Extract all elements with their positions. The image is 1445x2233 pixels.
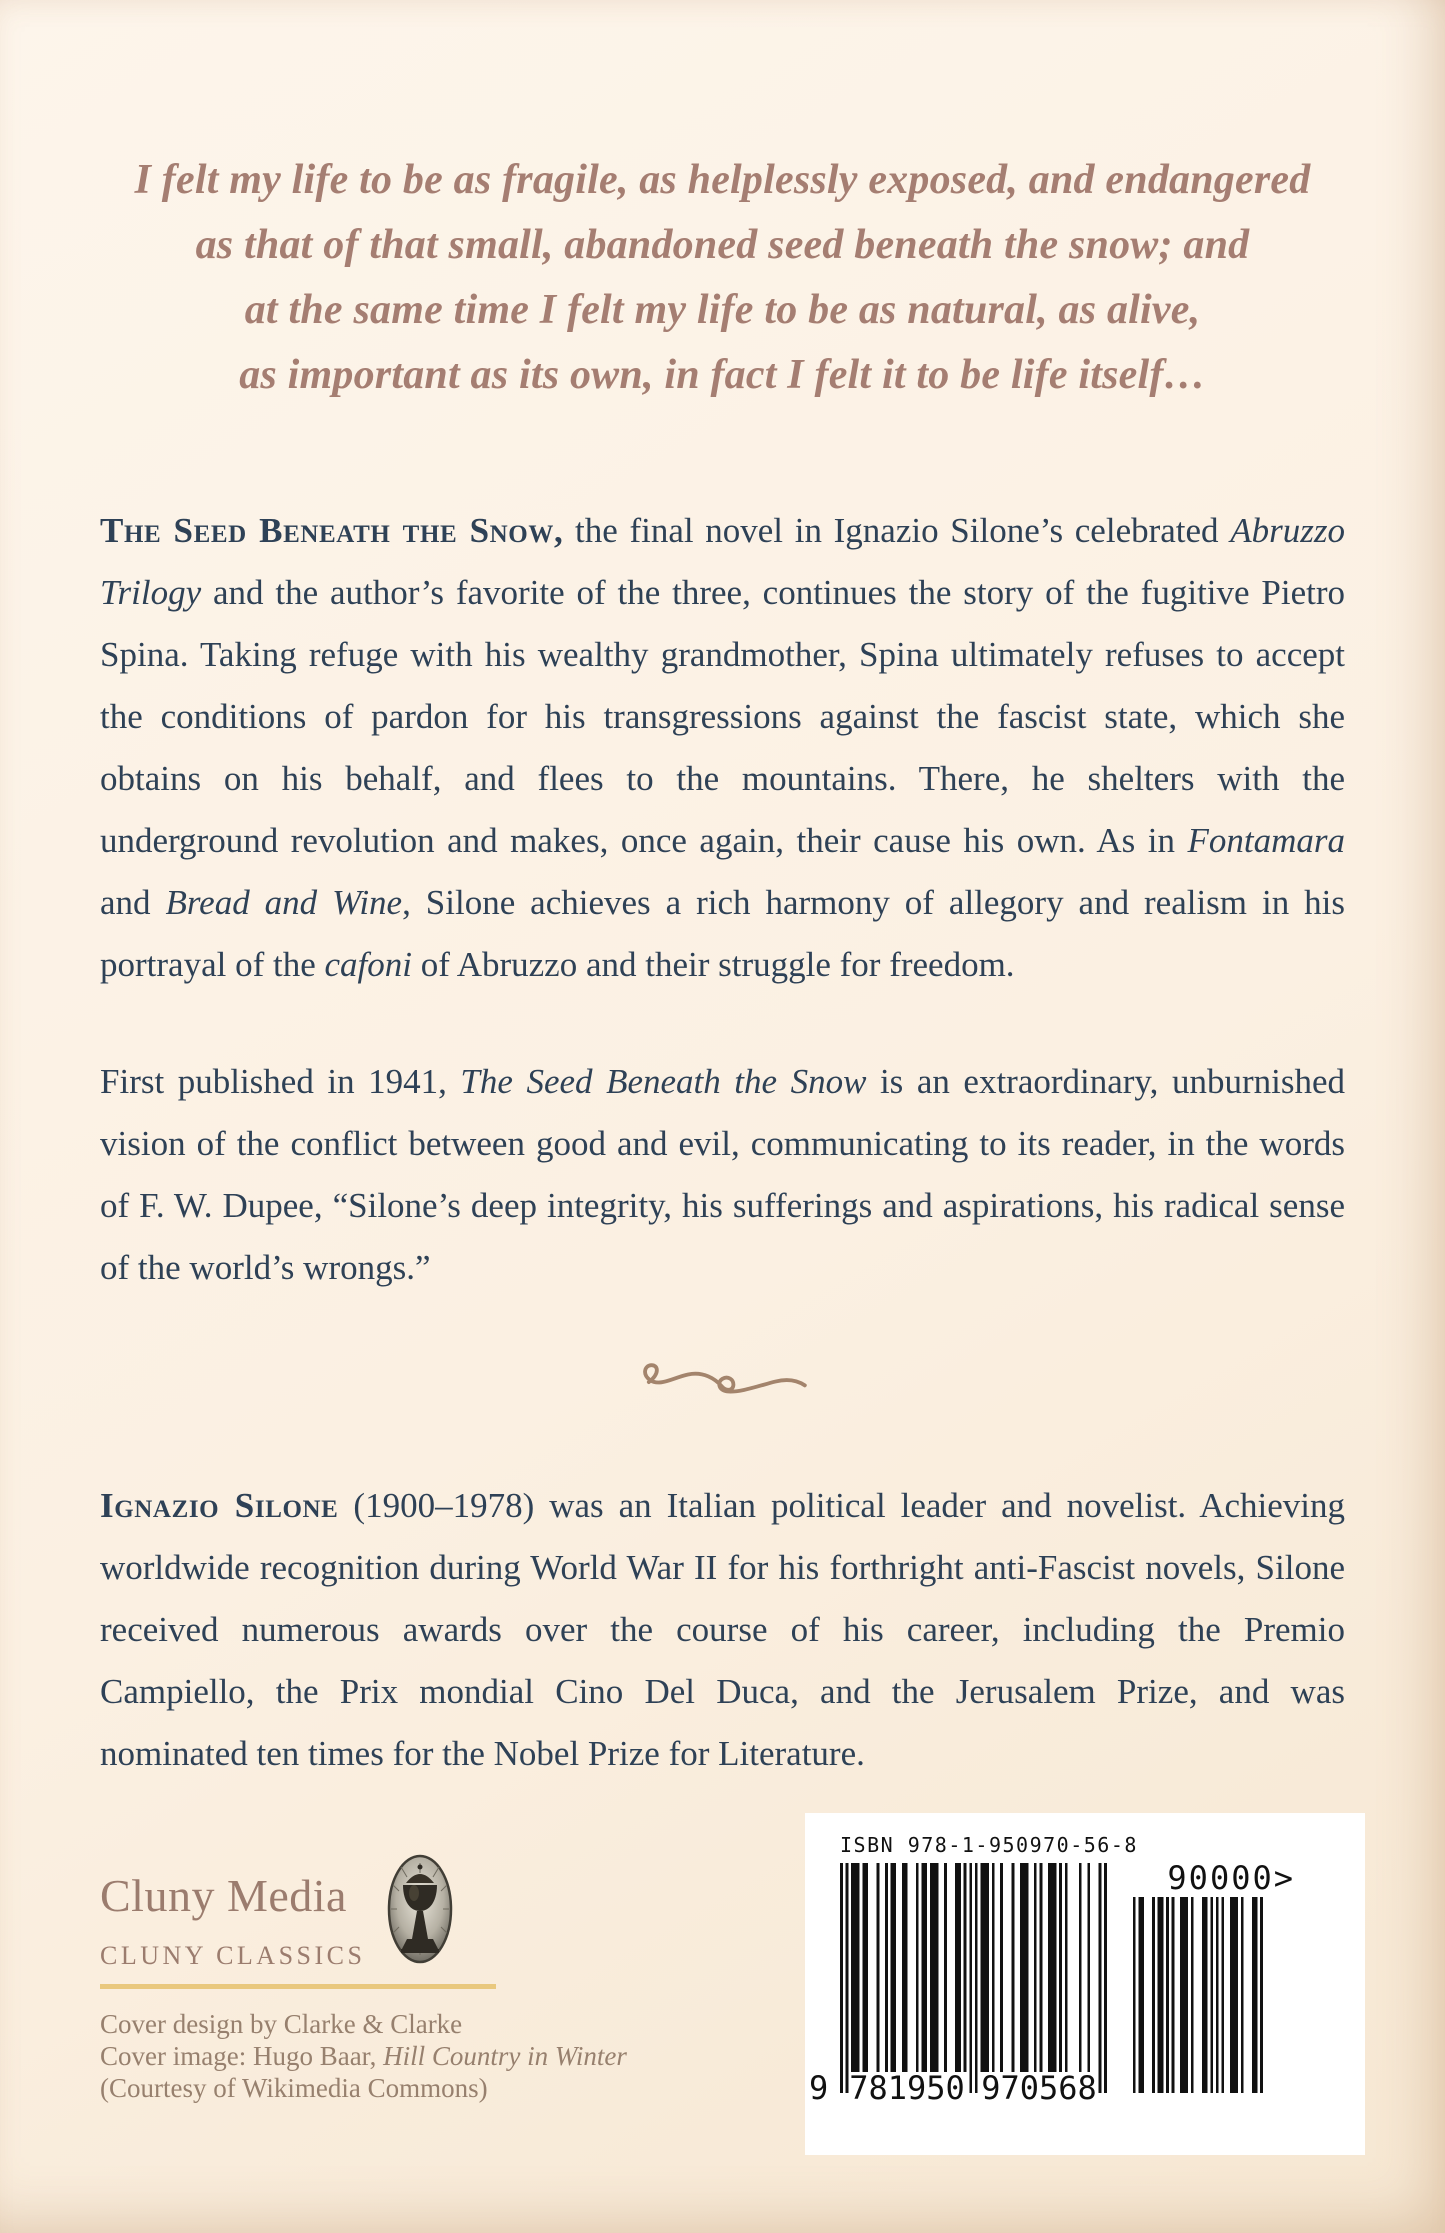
author-bio xyxy=(100,1475,1345,1785)
barcode-panel xyxy=(805,1813,1365,2155)
text-run: Hill Country in Winter xyxy=(383,2041,627,2071)
text-run: Cover image: Hugo Baar, xyxy=(100,2041,384,2071)
text-run: Abruzzo Trilogy xyxy=(100,511,1345,612)
credit-line-design xyxy=(100,2008,627,2040)
barcode-digit-group-2: 970568 xyxy=(981,2069,1097,2107)
ornament-row xyxy=(100,1357,1345,1405)
quote-line: I felt my life to be as fragile, as helplessly exposed, and endangered xyxy=(134,157,1311,203)
text-run: cafoni xyxy=(324,945,412,984)
imprint-label: CLUNY CLASSICS xyxy=(100,1941,366,1970)
credit-line-image xyxy=(100,2040,627,2072)
text-run: is an extraordinary, unburnished vision of the conflict between good and evil, communicating to its reader, in the words of F. W. Dupee, “Silone’s deep integrity, his sufferings and aspirations, his radical sense of the world’s wrongs.” xyxy=(100,1062,1345,1287)
gold-divider-rule xyxy=(100,1984,496,1989)
text-run: First published in 1941, xyxy=(100,1062,461,1101)
publisher-chalice-medallion-icon xyxy=(387,1853,453,1970)
text-run: The Seed Beneath the Snow xyxy=(460,1062,867,1101)
text-run: (1900–1978) was an Italian political leader and novelist. Achieving worldwide recognition during World War II for his forthright anti-Fascist novels, Silone received numerous awards over the course of his career, including the Premio Campiello, the Prix mondial Cino Del Duca, and the Jerusalem Prize, and was nominated ten times for the Nobel Prize for Literature. xyxy=(100,1486,1346,1773)
credit-line-courtesy xyxy=(100,2072,627,2104)
ean5-addon-barcode xyxy=(1130,1897,1263,2093)
text-run: (Courtesy of Wikimedia Commons) xyxy=(100,2073,488,2103)
text-run: Bread and Wine xyxy=(165,883,403,922)
text-run: Ignazio Silone xyxy=(100,1486,339,1525)
text-run: The Seed Beneath the Snow, xyxy=(100,511,564,550)
barcode-addon-label: 90000> xyxy=(1167,1859,1295,1897)
text-run: , Silone achieves a rich harmony of allegory and realism in his portrayal of the xyxy=(100,883,1345,984)
ean13-barcode xyxy=(840,1863,1107,2093)
synopsis-paragraph-2 xyxy=(100,1051,1345,1299)
credits-block xyxy=(100,2008,627,2104)
text-run: and the author’s favorite of the three, continues the story of the fugitive Pietro Spina. Taking refuge with his wealthy grandmother, Spina ultimately refuses to accept the conditions of pardon for his transgressions against the fascist state, which she obtains on his behalf, and flees to the mountains. There, he shelters with the underground revolution and makes, once again, their cause his own. As in xyxy=(100,573,1345,860)
barcode-digit-lead: 9 xyxy=(809,2069,829,2107)
text-run: of Abruzzo and their struggle for freedom. xyxy=(411,945,1015,984)
text-column xyxy=(100,0,1345,1820)
text-run: and xyxy=(100,883,166,922)
quote-line: as that of that small, abandoned seed beneath the snow; and xyxy=(195,222,1250,268)
quote-line: as important as its own, in fact I felt it to be life itself… xyxy=(239,352,1206,398)
synopsis-paragraph-1 xyxy=(100,500,1345,996)
quote-line: at the same time I felt my life to be as natural, as alive, xyxy=(244,287,1201,333)
text-run: Cover design by Clarke & Clarke xyxy=(100,2009,463,2039)
epigraph-quote xyxy=(100,148,1345,408)
publisher-name: Cluny Media xyxy=(100,1870,347,1921)
flourish-divider-icon xyxy=(633,1357,813,1405)
barcode-digit-group-1: 781950 xyxy=(849,2069,965,2107)
text-run: the final novel in Ignazio Silone’s celebrated xyxy=(563,511,1231,550)
text-run: Fontamara xyxy=(1187,821,1345,860)
isbn-number-label: ISBN 978-1-950970-56-8 xyxy=(840,1833,1138,1857)
